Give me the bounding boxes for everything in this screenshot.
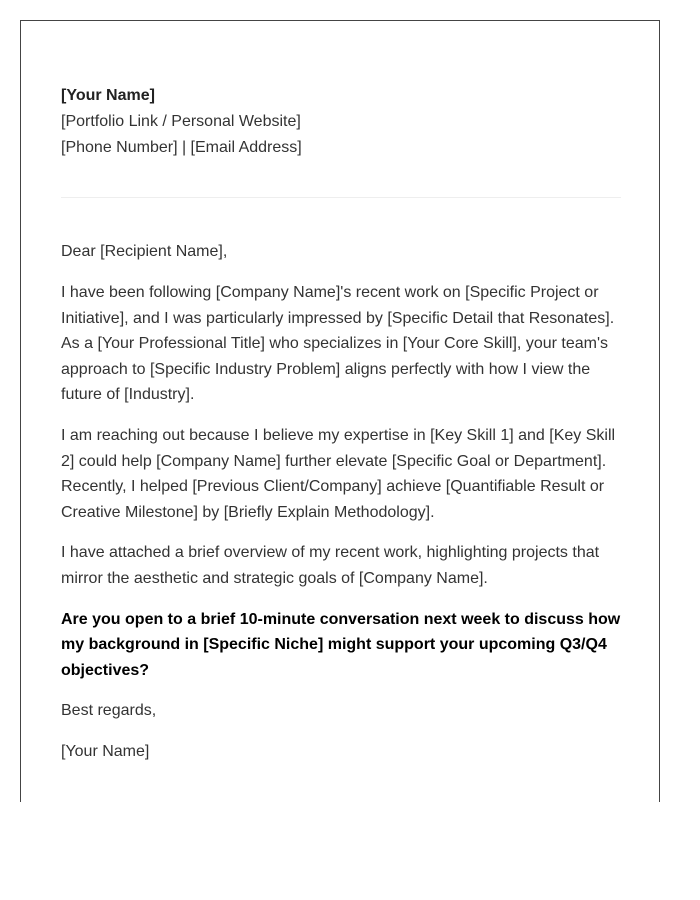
call-to-action: Are you open to a brief 10-minute conversation next week to discuss how my background in [Specific Niche] might support your upcoming Q3/Q4 objectives?	[61, 610, 621, 679]
letter-content	[61, 83, 621, 765]
body-paragraph-2: I am reaching out because I believe my expertise in [Key Skill 1] and [Key Skill 2] could help [Company Name] further elevate [Specific Goal or Department]. Recently, I helped [Previous Client/Company] achieve [Quantifiable Result or Creative Milestone] by [Briefly Explain Methodology].	[61, 426, 616, 521]
sender-name: [Your Name]	[61, 87, 155, 104]
body-paragraph-1: I have been following [Company Name]'s recent work on [Specific Project or Initiative], and I was particularly impressed by [Specific Detail that Resonates]. As a [Your Professional Title] who specializes in [Your Core Skill], your team's approach to [Specific Industry Problem] aligns perfectly with how I view the future of [Industry].	[61, 284, 615, 404]
salutation: Dear [Recipient Name],	[61, 243, 228, 260]
sender-contact: [Phone Number] | [Email Address]	[61, 139, 302, 156]
sender-portfolio: [Portfolio Link / Personal Website]	[61, 113, 301, 130]
header-divider	[61, 197, 621, 198]
closing: Best regards,	[61, 702, 157, 720]
body-paragraph-3: I have attached a brief overview of my recent work, highlighting projects that mirror the aesthetic and strategic goals of [Company Name].	[61, 544, 600, 587]
signature: [Your Name]	[61, 743, 150, 761]
letter-page	[20, 20, 660, 802]
